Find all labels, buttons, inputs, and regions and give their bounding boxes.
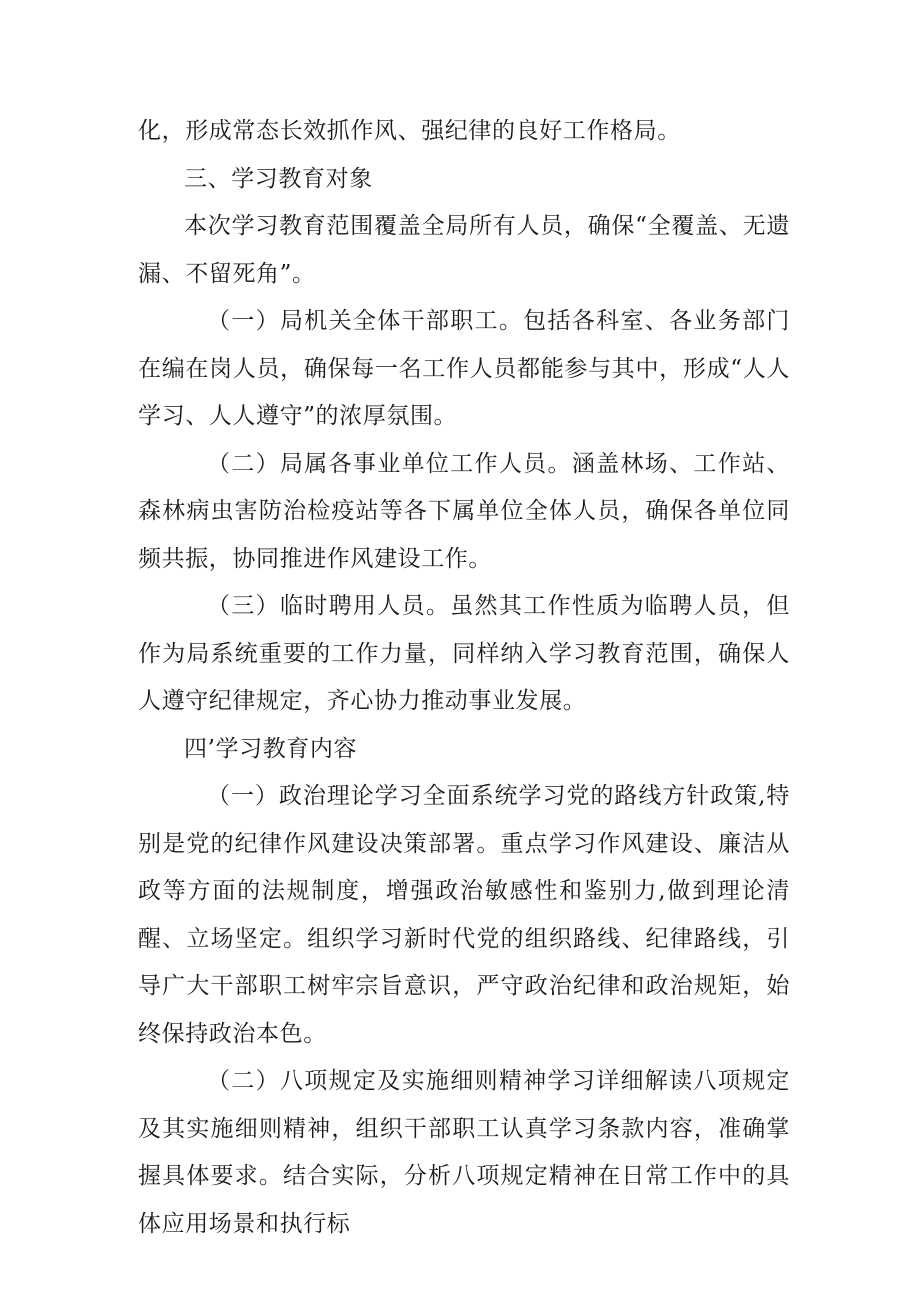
paragraph-scope-item-1: （一）局机关全体干部职工。包括各科室、各业务部门在编在岗人员，确保每一名工作人员都能参与其中，形成“人人学习、人人遵守”的浓厚氛围。 [138, 308, 790, 429]
paragraph-content-item-1: （一）政治理论学习全面系统学习党的路线方针政策,特别是党的纪律作风建设决策部署。重点学习作风建设、廉洁从政等方面的法规制度，增强政治敏感性和鉴别力,做到理论清醒、立场坚定。组织学习新时代党的组织路线、纪律路线，引导广大干部职工树牢宗旨意识，严守政治纪律和政治规矩，始终保持政治本色。 [138, 783, 790, 1047]
document-body [138, 108, 790, 1248]
paragraph-content-item-2: （二）八项规定及实施细则精神学习详细解读八项规定及其实施细则精神，组织干部职工认真学习条款内容，准确掌握具体要求。结合实际，分析八项规定精神在日常工作中的具体应用场景和执行标 [138, 1068, 790, 1237]
paragraph-continuation: 化，形成常态长效抓作风、强纪律的良好工作格局。 [138, 118, 681, 144]
section-heading-4: 四’学习教育内容 [184, 735, 358, 762]
paragraph-scope-item-3: （三）临时聘用人员。虽然其工作性质为临聘人员，但作为局系统重要的工作力量，同样纳入学习教育范围，确保人人遵守纪律规定，齐心协力推动事业发展。 [138, 593, 790, 714]
paragraph-scope-item-2: （二）局属各事业单位工作人员。涵盖林场、工作站、森林病虫害防治检疫站等各下属单位全体人员，确保各单位同频共振，协同推进作风建设工作。 [138, 450, 790, 572]
paragraph-scope-intro: 本次学习教育范围覆盖全局所有人员，确保“全覆盖、无遗漏、不留死角”。 [138, 213, 790, 287]
section-heading-3: 三、学习教育对象 [184, 165, 373, 192]
